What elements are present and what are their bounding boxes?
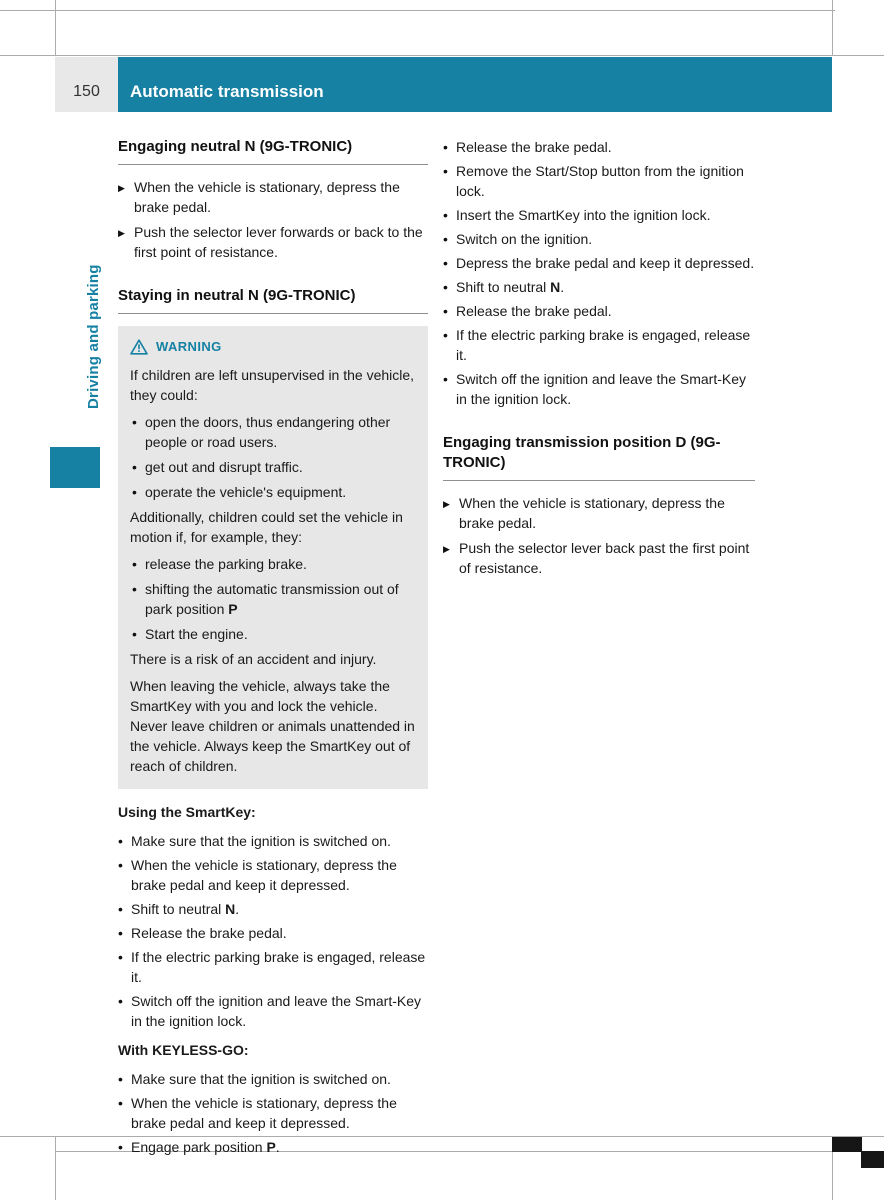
dot-bullet-icon: •	[132, 556, 137, 572]
list-item-text: When the vehicle is stationary, depress the brake pedal and keep it depressed.	[131, 1095, 397, 1131]
dot-bullet-icon: •	[118, 993, 123, 1009]
dot-bullet-icon: •	[443, 139, 448, 155]
crop-mark	[55, 0, 56, 55]
warning-list-text: Start the engine.	[145, 626, 248, 642]
subheading-using-smartkey: Using the SmartKey:	[118, 804, 256, 820]
warning-list-item	[132, 482, 416, 502]
list-item-text: Shift to neutral N.	[131, 901, 240, 917]
instruction-item	[118, 177, 428, 217]
instruction-item	[118, 222, 428, 262]
warning-list-text: open the doors, thus endangering other people or road users.	[145, 414, 391, 450]
list-item	[118, 947, 428, 987]
list-item	[118, 1137, 428, 1157]
print-registration-block	[861, 1151, 884, 1168]
list-item-text: Engage park position P.	[131, 1139, 280, 1155]
list-item	[443, 277, 755, 297]
dot-bullet-icon: •	[118, 949, 123, 965]
list-item-text: Make sure that the ignition is switched on.	[131, 1071, 391, 1087]
dot-bullet-icon: •	[443, 371, 448, 387]
warning-list-item	[132, 412, 416, 452]
section-heading-engaging-neutral: Engaging neutral N (9G-TRONIC)	[118, 137, 428, 165]
arrow-bullet-icon: ▶	[118, 228, 125, 238]
warning-list-text: operate the vehicle's equipment.	[145, 484, 347, 500]
instruction-text: When the vehicle is stationary, depress the brake pedal.	[134, 179, 400, 215]
warning-list-item	[132, 579, 416, 619]
list-item-text: Switch off the ignition and leave the Smart-Key in the ignition lock.	[131, 993, 422, 1029]
list-item-text: Make sure that the ignition is switched on.	[131, 833, 391, 849]
list-item-text: Release the brake pedal.	[456, 303, 612, 319]
crop-mark	[0, 10, 835, 11]
list-item	[118, 899, 428, 919]
list-item	[118, 831, 428, 851]
arrow-bullet-icon: ▶	[443, 544, 450, 554]
list-item	[118, 991, 428, 1031]
chapter-header-bar	[118, 57, 832, 112]
list-item-text: Release the brake pedal.	[456, 139, 612, 155]
warning-paragraph: If children are left unsupervised in the vehicle, they could:	[130, 367, 415, 403]
arrow-bullet-icon: ▶	[443, 499, 450, 509]
dot-bullet-icon: •	[118, 1139, 123, 1155]
warning-header	[130, 337, 416, 357]
dot-bullet-icon: •	[443, 327, 448, 343]
list-item	[443, 161, 755, 201]
list-item	[118, 923, 428, 943]
list-item	[443, 205, 755, 225]
warning-list-item	[132, 457, 416, 477]
instruction-item	[443, 538, 755, 578]
dot-bullet-icon: •	[118, 857, 123, 873]
list-item-text: Remove the Start/Stop button from the ignition lock.	[456, 163, 744, 199]
warning-list-item	[132, 554, 416, 574]
list-item-text: Switch on the ignition.	[456, 231, 593, 247]
dot-bullet-icon: •	[118, 1071, 123, 1087]
warning-paragraph: There is a risk of an accident and injury.	[130, 651, 377, 667]
instruction-text: Push the selector lever forwards or back to the first point of resistance.	[134, 224, 423, 260]
list-item-text: When the vehicle is stationary, depress the brake pedal and keep it depressed.	[131, 857, 397, 893]
dot-bullet-icon: •	[132, 626, 137, 642]
dot-bullet-icon: •	[118, 1095, 123, 1111]
dot-bullet-icon: •	[132, 459, 137, 475]
dot-bullet-icon: •	[132, 581, 137, 597]
chapter-title: Automatic transmission	[130, 82, 324, 101]
warning-list-item	[132, 624, 416, 644]
dot-bullet-icon: •	[443, 255, 448, 271]
left-column	[118, 137, 428, 1161]
list-item-text: Insert the SmartKey into the ignition lock.	[456, 207, 711, 223]
chapter-side-tab-label: Driving and parking	[85, 264, 102, 410]
warning-list-text: shifting the automatic transmission out of park position P	[145, 581, 399, 617]
instruction-text: When the vehicle is stationary, depress the brake pedal.	[459, 495, 725, 531]
dot-bullet-icon: •	[443, 163, 448, 179]
dot-bullet-icon: •	[443, 231, 448, 247]
dot-bullet-icon: •	[118, 901, 123, 917]
dot-bullet-icon: •	[132, 414, 137, 430]
dot-bullet-icon: •	[132, 484, 137, 500]
crop-mark	[832, 0, 833, 55]
list-item-text: Depress the brake pedal and keep it depressed.	[456, 255, 755, 271]
list-item	[443, 369, 755, 409]
instruction-item	[443, 493, 755, 533]
print-registration-block	[832, 1137, 862, 1152]
list-item-text: If the electric parking brake is engaged, release it.	[131, 949, 426, 985]
list-item	[443, 325, 755, 365]
chapter-side-tab-marker	[50, 447, 100, 488]
instruction-text: Push the selector lever back past the first point of resistance.	[459, 540, 750, 576]
list-item	[443, 301, 755, 321]
dot-bullet-icon: •	[118, 925, 123, 941]
crop-mark	[55, 1136, 56, 1200]
list-item	[443, 137, 755, 157]
crop-mark	[0, 55, 884, 56]
warning-paragraph: When leaving the vehicle, always take the SmartKey with you and lock the vehicle. Never leave children or animals unattended in the vehicle. Always keep the SmartKey out of reach of children.	[130, 678, 415, 774]
page-number-text: 150	[73, 83, 100, 100]
list-item-text: Release the brake pedal.	[131, 925, 287, 941]
warning-box	[118, 326, 428, 789]
subheading-keyless-go: With KEYLESS-GO:	[118, 1042, 249, 1058]
warning-triangle-icon	[130, 339, 148, 355]
arrow-bullet-icon: ▶	[118, 183, 125, 193]
warning-paragraph: Additionally, children could set the vehicle in motion if, for example, they:	[130, 509, 403, 545]
dot-bullet-icon: •	[443, 303, 448, 319]
section-heading-staying-neutral: Staying in neutral N (9G-TRONIC)	[118, 286, 428, 314]
list-item-text: Shift to neutral N.	[456, 279, 565, 295]
right-column	[443, 137, 755, 583]
list-item	[443, 253, 755, 273]
warning-list-text: release the parking brake.	[145, 556, 307, 572]
dot-bullet-icon: •	[118, 833, 123, 849]
list-item	[118, 1069, 428, 1089]
section-heading-engaging-position-d: Engaging transmission position D (9G-TRONIC)	[443, 433, 755, 481]
dot-bullet-icon: •	[443, 207, 448, 223]
list-item-text: If the electric parking brake is engaged, release it.	[456, 327, 751, 363]
list-item	[118, 1093, 428, 1133]
list-item	[118, 855, 428, 895]
page-number	[55, 57, 118, 112]
dot-bullet-icon: •	[443, 279, 448, 295]
list-item-text: Switch off the ignition and leave the Smart-Key in the ignition lock.	[456, 371, 747, 407]
warning-label: WARNING	[156, 339, 222, 354]
list-item	[443, 229, 755, 249]
warning-list-text: get out and disrupt traffic.	[145, 459, 303, 475]
